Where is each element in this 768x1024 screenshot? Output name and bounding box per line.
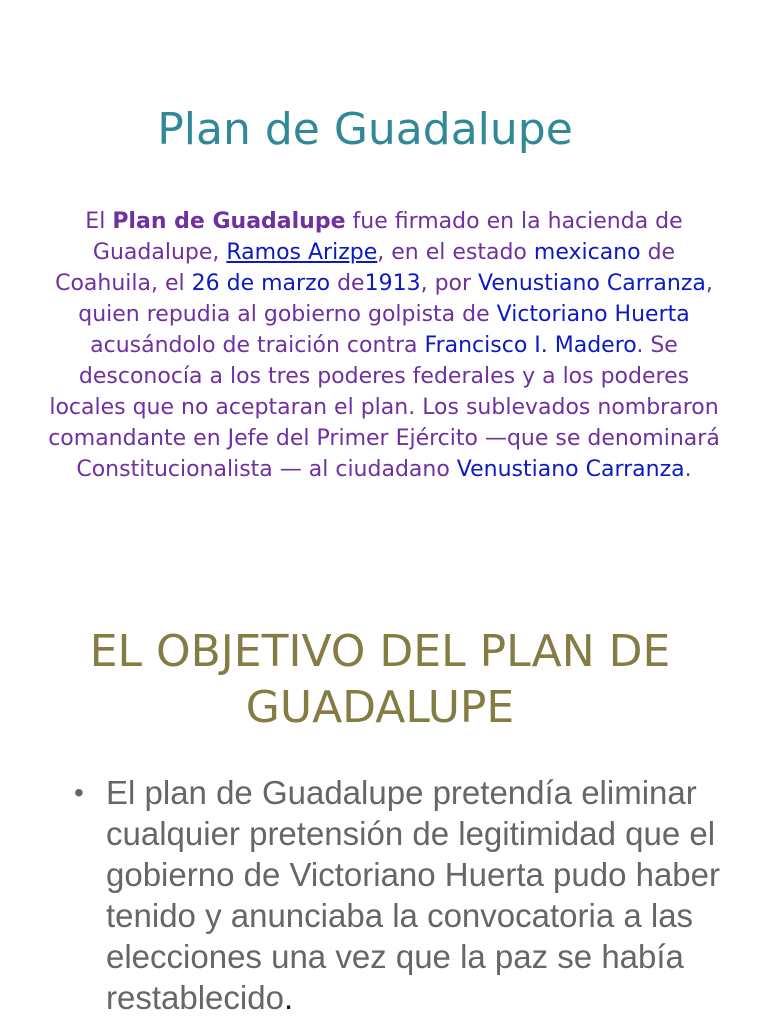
- francisco-madero-link[interactable]: Francisco I. Madero: [424, 333, 637, 358]
- list-item: [60, 772, 740, 1018]
- text-run: fue firmado en la hacienda de Guadalupe,: [92, 209, 683, 265]
- mexicano-link[interactable]: mexicano: [533, 240, 641, 265]
- bullet-period: .: [283, 979, 294, 1016]
- ramos-arizpe-link[interactable]: Ramos Arizpe: [226, 240, 378, 265]
- venustiano-carranza-link-2[interactable]: Venustiano Carranza: [456, 457, 685, 482]
- text-run: acusándolo de traición contra: [90, 333, 425, 358]
- bullet-list: [60, 772, 740, 1018]
- text-run: .: [684, 457, 692, 482]
- victoriano-huerta-link[interactable]: Victoriano Huerta: [496, 302, 690, 327]
- venustiano-carranza-link[interactable]: Venustiano Carranza: [478, 271, 706, 296]
- bold-term: Plan de Guadalupe: [112, 209, 346, 234]
- text-run: . Se desconocía a los tres poderes federales y a los poderes locales que no aceptaran el plan. Los sublevados nombraron comandante en Jefe del Primer Ejército —que se denominará Constitucionalista — al ciudadano: [48, 333, 720, 482]
- text-run: , en el estado: [377, 240, 534, 265]
- text-run: , por: [420, 271, 479, 296]
- text-run: de: [330, 271, 365, 296]
- text-run: de Coahuila, el: [55, 240, 676, 296]
- year-link[interactable]: 1913: [364, 271, 421, 296]
- page-title: Plan de Guadalupe: [157, 104, 573, 155]
- section-title: EL OBJETIVO DEL PLAN DE GUADALUPE: [89, 626, 671, 733]
- bullet-text: El plan de Guadalupe pretendía eliminar cualquier pretensión de legitimidad que el gobierno de Victoriano Huerta pudo haber tenido y anunciaba la convocatoria a las elecciones una vez que la paz se había restablecido: [106, 774, 720, 1016]
- date-link[interactable]: 26 de marzo: [191, 271, 331, 296]
- bullet-dot-icon: •: [74, 777, 84, 808]
- intro-paragraph: [40, 206, 728, 485]
- text-run: , quien repudia al gobierno golpista de: [78, 271, 713, 327]
- text-run: El: [85, 209, 113, 234]
